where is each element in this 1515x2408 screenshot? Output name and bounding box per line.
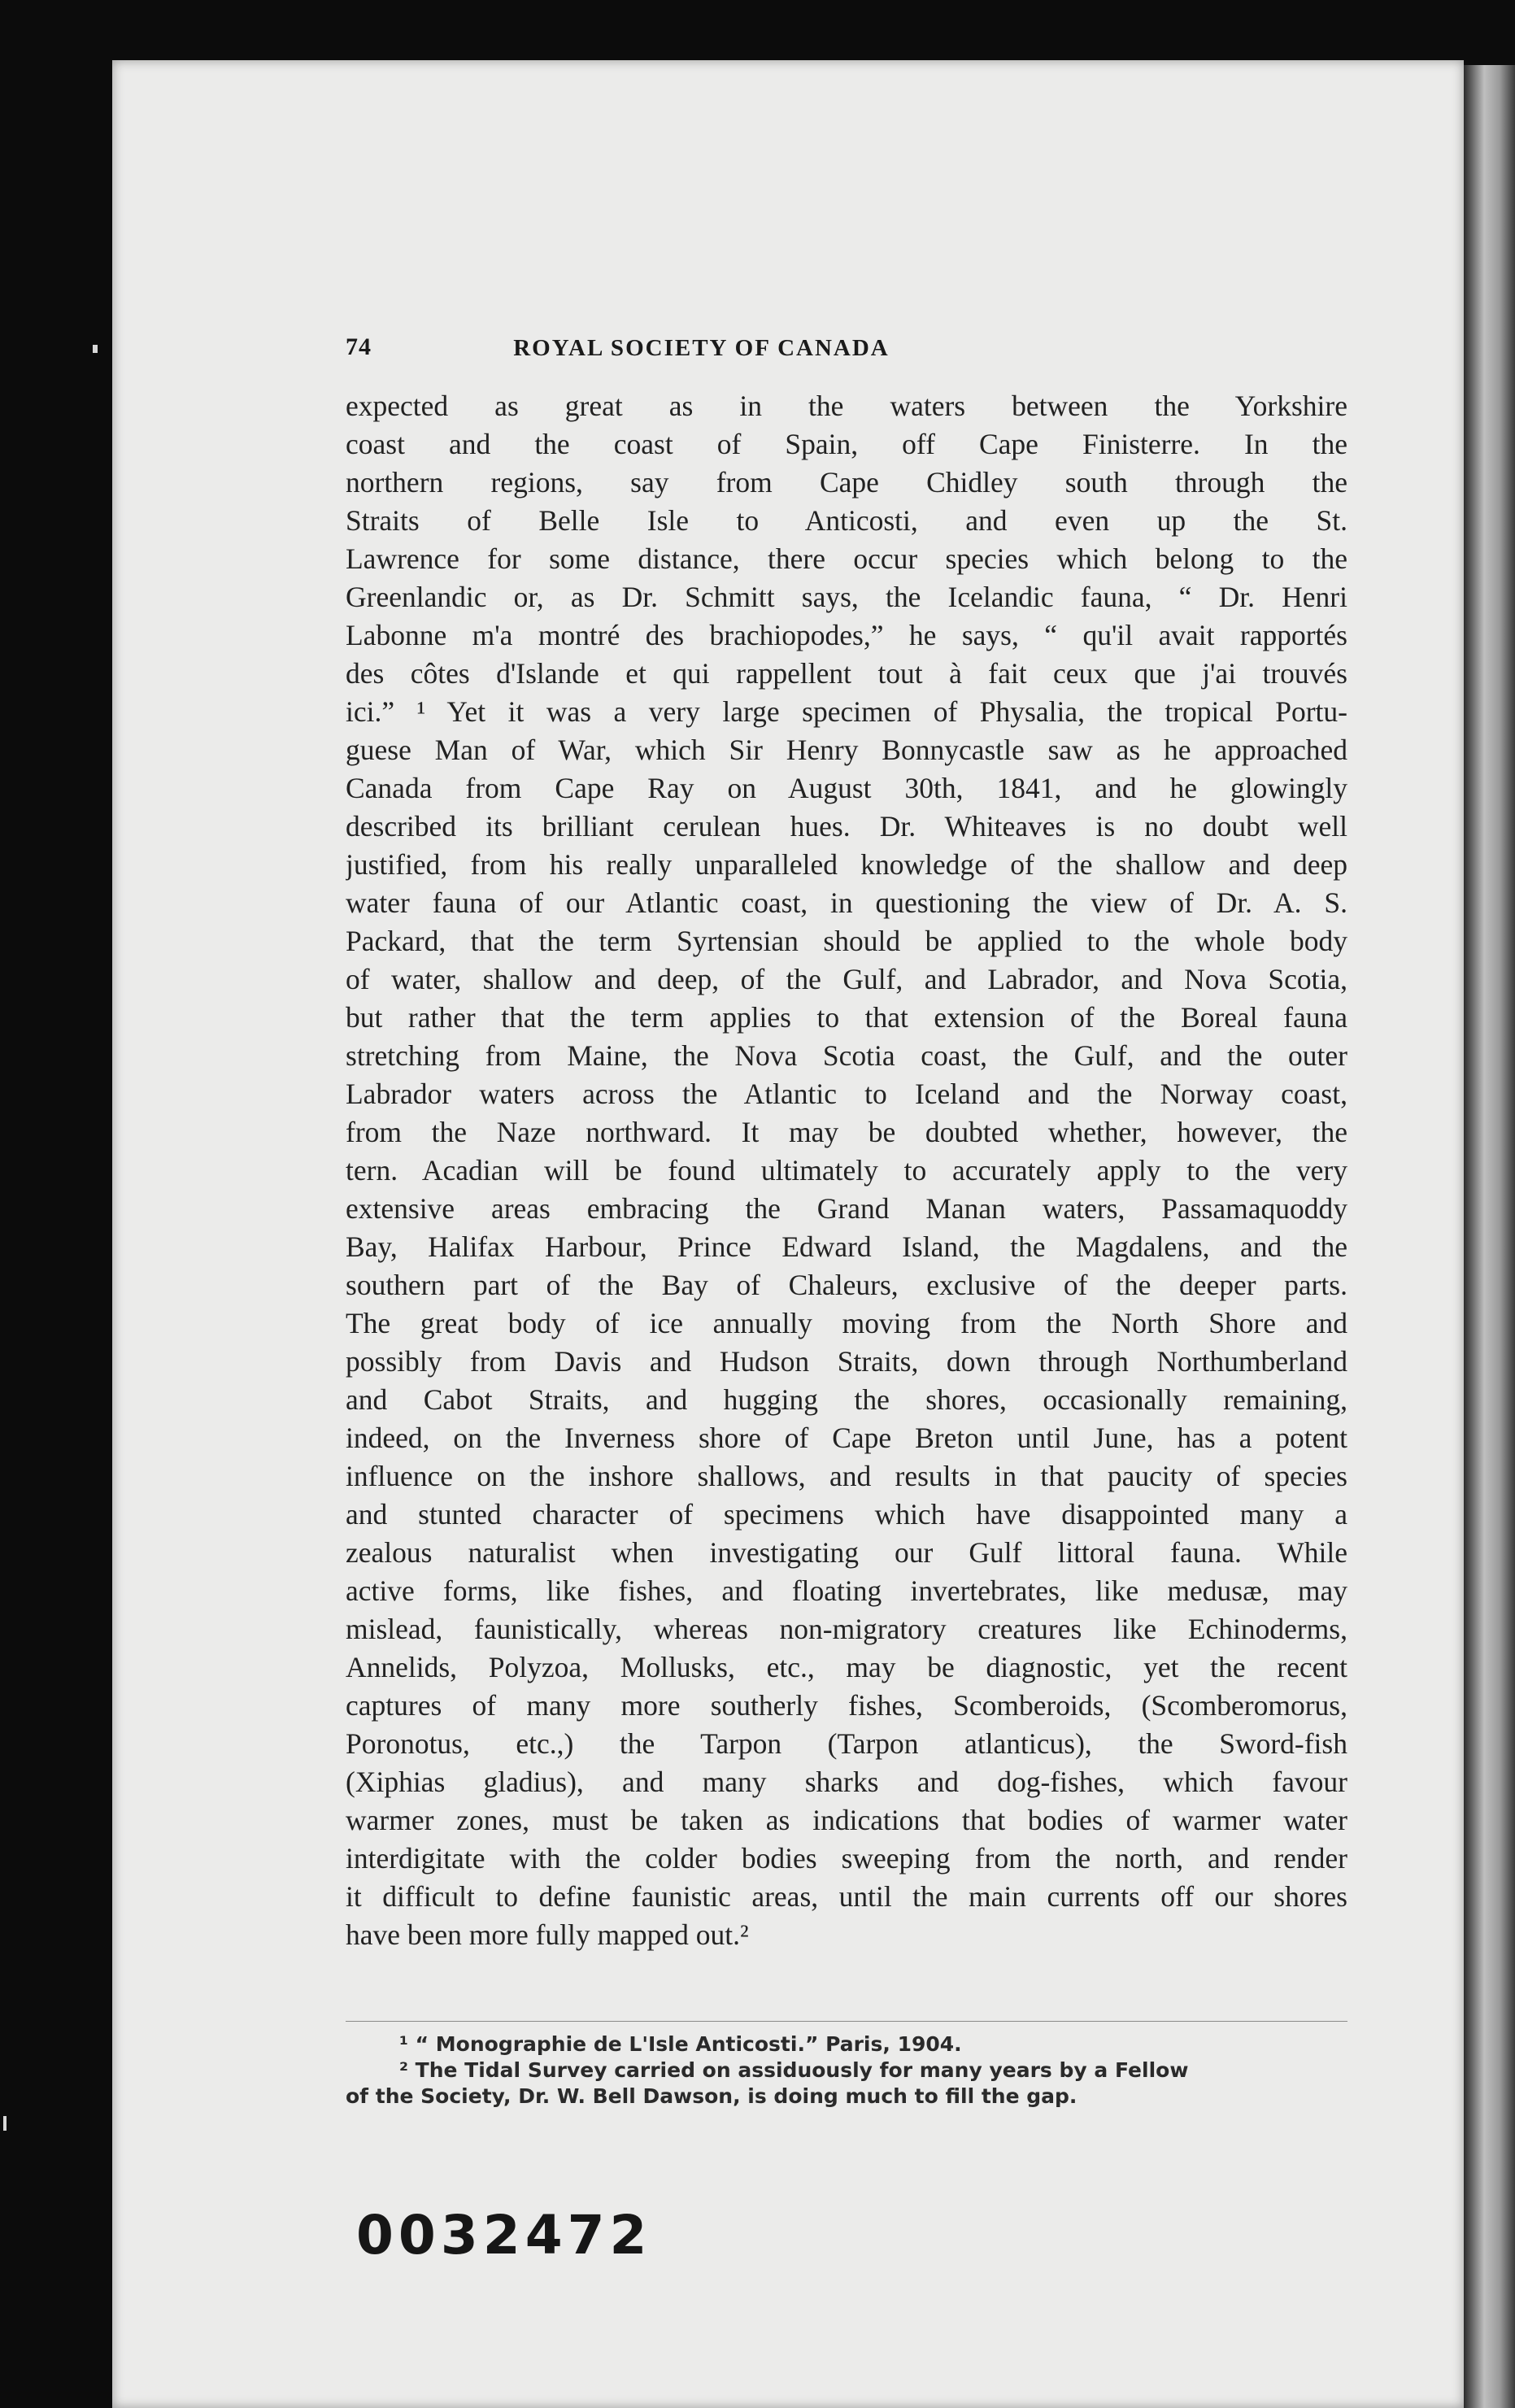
text-line: Poronotus, etc.,) the Tarpon (Tarpon atlanticus), the Sword-fish: [346, 1727, 1347, 1760]
text-line: active forms, like fishes, and floating invertebrates, like medusæ, may: [346, 1574, 1347, 1607]
text-line: Labonne m'a montré des brachiopodes,” he says, “ qu'il avait rapportés: [346, 619, 1347, 651]
text-line: of water, shallow and deep, of the Gulf, and Labrador, and Nova Scotia,: [346, 963, 1347, 995]
text-line: stretching from Maine, the Nova Scotia coast, the Gulf, and the outer: [346, 1039, 1347, 1072]
text-line: it difficult to define faunistic areas, until the main currents off our shores: [346, 1880, 1347, 1913]
text-line: northern regions, say from Cape Chidley south through the: [346, 466, 1347, 499]
text-line: Straits of Belle Isle to Anticosti, and even up the St.: [346, 504, 1347, 537]
text-line: The great body of ice annually moving from the North Shore and: [346, 1307, 1347, 1339]
text-line: Packard, that the term Syrtensian should be applied to the whole body: [346, 925, 1347, 957]
text-line: and stunted character of specimens which have disappointed many a: [346, 1498, 1347, 1531]
footnote-1: ¹ “ Monographie de L'Isle Anticosti.” Paris, 1904.: [399, 2032, 962, 2056]
text-line: Canada from Cape Ray on August 30th, 1841, and he glowingly: [346, 772, 1347, 804]
page-number: 74: [346, 333, 372, 360]
text-line: Annelids, Polyzoa, Mollusks, etc., may be diagnostic, yet the recent: [346, 1651, 1347, 1683]
text-line: (Xiphias gladius), and many sharks and dog-fishes, which favour: [346, 1766, 1347, 1798]
text-line: mislead, faunistically, whereas non-migratory creatures like Echinoderms,: [346, 1613, 1347, 1645]
text-line: but rather that the term applies to that extension of the Boreal fauna: [346, 1001, 1347, 1034]
text-line: zealous naturalist when investigating our Gulf littoral fauna. While: [346, 1536, 1347, 1569]
text-line: extensive areas embracing the Grand Manan waters, Passamaquoddy: [346, 1192, 1347, 1225]
text-line: interdigitate with the colder bodies sweeping from the north, and render: [346, 1842, 1347, 1875]
adjacent-page-edge: [1464, 65, 1515, 2408]
footnote-rule: [346, 2021, 1347, 2022]
text-line: coast and the coast of Spain, off Cape Finisterre. In the: [346, 428, 1347, 460]
text-line: guese Man of War, which Sir Henry Bonnycastle saw as he approached: [346, 734, 1347, 766]
footnote-2: ² The Tidal Survey carried on assiduously for many years by a Fellow: [399, 2058, 1189, 2082]
text-line: warmer zones, must be taken as indications that bodies of warmer water: [346, 1804, 1347, 1836]
text-line: tern. Acadian will be found ultimately to accurately apply to the very: [346, 1154, 1347, 1187]
text-line: Greenlandic or, as Dr. Schmitt says, the Icelandic fauna, “ Dr. Henri: [346, 581, 1347, 613]
scan-artifact-mark: [93, 345, 98, 353]
text-line: justified, from his really unparalleled knowledge of the shallow and deep: [346, 848, 1347, 881]
running-title: ROYAL SOCIETY OF CANADA: [513, 335, 890, 361]
footnotes: [346, 2031, 1347, 2110]
text-line: southern part of the Bay of Chaleurs, exclusive of the deeper parts.: [346, 1269, 1347, 1301]
text-line: Bay, Halifax Harbour, Prince Edward Island, the Magdalens, and the: [346, 1230, 1347, 1263]
catalog-number-stamp: 0032472: [356, 2204, 652, 2266]
text-line: influence on the inshore shallows, and results in that paucity of species: [346, 1460, 1347, 1492]
text-line: indeed, on the Inverness shore of Cape Breton until June, has a potent: [346, 1422, 1347, 1454]
text-line: possibly from Davis and Hudson Straits, down through Northumberland: [346, 1345, 1347, 1378]
text-line: expected as great as in the waters between the Yorkshire: [346, 390, 1347, 422]
scan-artifact-mark: [3, 2116, 7, 2131]
text-line: water fauna of our Atlantic coast, in questioning the view of Dr. A. S.: [346, 886, 1347, 919]
body-paragraph: [346, 387, 1347, 1954]
text-line: have been more fully mapped out.²: [346, 1918, 749, 1951]
text-line: and Cabot Straits, and hugging the shores, occasionally remaining,: [346, 1383, 1347, 1416]
text-line: ici.” ¹ Yet it was a very large specimen of Physalia, the tropical Portu-: [346, 695, 1347, 728]
text-line: Labrador waters across the Atlantic to Iceland and the Norway coast,: [346, 1078, 1347, 1110]
text-line: described its brilliant cerulean hues. Dr. Whiteaves is no doubt well: [346, 810, 1347, 843]
text-line: from the Naze northward. It may be doubted whether, however, the: [346, 1116, 1347, 1148]
footnote-2-continued: of the Society, Dr. W. Bell Dawson, is doing much to fill the gap.: [346, 2084, 1077, 2108]
text-line: des côtes d'Islande et qui rappellent tout à fait ceux que j'ai trouvés: [346, 657, 1347, 690]
text-line: Lawrence for some distance, there occur species which belong to the: [346, 542, 1347, 575]
text-line: captures of many more southerly fishes, Scomberoids, (Scomberomorus,: [346, 1689, 1347, 1722]
page-header: [346, 333, 1057, 366]
